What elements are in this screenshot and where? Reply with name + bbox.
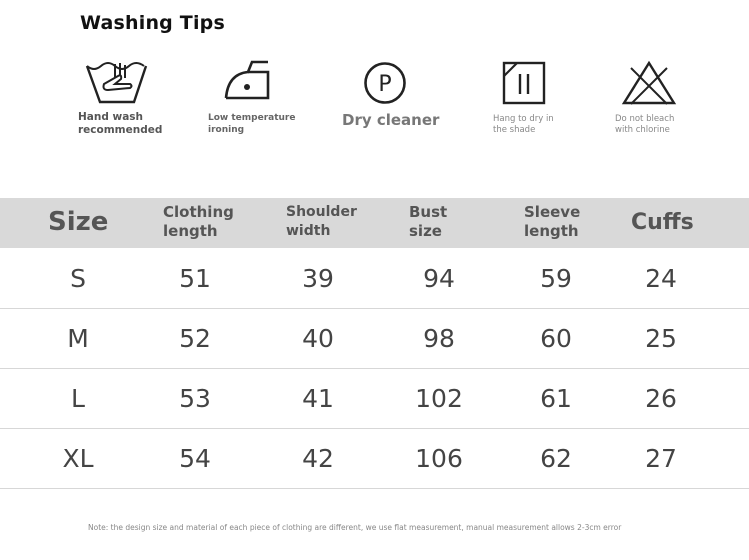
cell-cuffs: 24 xyxy=(645,264,677,293)
cell-size: XL xyxy=(62,444,94,473)
cell-bust-size: 106 xyxy=(415,444,463,473)
cell-shoulder-width: 41 xyxy=(302,384,334,413)
header-line2: size xyxy=(409,222,442,240)
iron-low-temp-icon xyxy=(222,58,272,102)
care-label-line2: the shade xyxy=(493,125,536,135)
cell-clothing-length: 54 xyxy=(179,444,211,473)
header-sleeve-length xyxy=(524,203,580,241)
header-line2: length xyxy=(163,222,218,240)
header-bust-size xyxy=(409,203,447,241)
header-line1: Shoulder xyxy=(286,204,357,220)
cell-bust-size: 102 xyxy=(415,384,463,413)
header-line1: Sleeve xyxy=(524,203,581,221)
header-size: Size xyxy=(48,207,109,237)
header-line1: Bust xyxy=(409,203,448,221)
care-label-line2: recommended xyxy=(78,124,163,136)
header-cuffs: Cuffs xyxy=(631,210,694,235)
table-row xyxy=(0,249,749,309)
cell-shoulder-width: 42 xyxy=(302,444,334,473)
header-line2: width xyxy=(286,223,331,239)
care-label-line2: with chlorine xyxy=(615,125,670,135)
table-row xyxy=(0,309,749,369)
measurement-note: Note: the design size and material of each piece of clothing are different, we use flat measurement, manual measurement allows 2-3cm error xyxy=(88,523,622,532)
cell-size: S xyxy=(70,264,86,293)
table-row xyxy=(0,369,749,429)
cell-cuffs: 27 xyxy=(645,444,677,473)
no-bleach-icon xyxy=(621,60,677,106)
care-label-line1: Hand wash xyxy=(78,111,144,123)
cell-clothing-length: 51 xyxy=(179,264,211,293)
care-label-line1: Dry cleaner xyxy=(342,111,440,129)
care-label-line1: Hang to dry in xyxy=(493,114,554,124)
cell-sleeve-length: 59 xyxy=(540,264,572,293)
cell-bust-size: 98 xyxy=(423,324,455,353)
cell-size: L xyxy=(71,384,85,413)
header-shoulder-width xyxy=(286,203,357,241)
cell-sleeve-length: 61 xyxy=(540,384,572,413)
care-label-line2: ironing xyxy=(208,125,245,135)
care-label-line1: Low temperature xyxy=(208,113,296,123)
header-line1: Clothing xyxy=(163,203,234,221)
cell-size: M xyxy=(67,324,89,353)
cell-cuffs: 25 xyxy=(645,324,677,353)
cell-sleeve-length: 60 xyxy=(540,324,572,353)
washing-tips-title: Washing Tips xyxy=(80,12,225,34)
svg-text:P: P xyxy=(378,72,392,97)
header-clothing-length xyxy=(163,203,234,241)
dry-clean-icon xyxy=(362,60,408,106)
cell-cuffs: 26 xyxy=(645,384,677,413)
care-label-line1: Do not bleach xyxy=(615,114,675,124)
cell-clothing-length: 53 xyxy=(179,384,211,413)
hand-wash-icon xyxy=(84,58,148,108)
header-line2: length xyxy=(524,222,579,240)
cell-shoulder-width: 40 xyxy=(302,324,334,353)
cell-shoulder-width: 39 xyxy=(302,264,334,293)
cell-bust-size: 94 xyxy=(423,264,455,293)
cell-clothing-length: 52 xyxy=(179,324,211,353)
cell-sleeve-length: 62 xyxy=(540,444,572,473)
dry-in-shade-icon xyxy=(501,60,547,106)
table-row xyxy=(0,429,749,489)
table-header xyxy=(0,198,749,248)
